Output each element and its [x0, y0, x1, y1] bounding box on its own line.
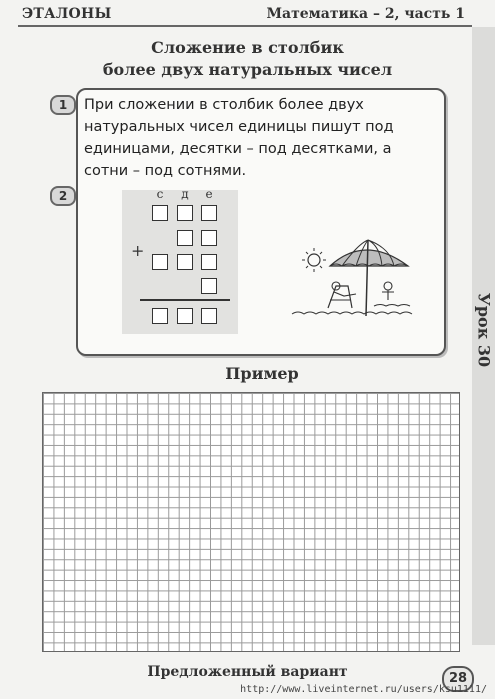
proposed-variant-label: Предложенный вариант — [147, 664, 348, 680]
column-label-tens: д — [181, 187, 189, 201]
digit-cell — [201, 278, 217, 294]
result-cell — [201, 308, 217, 324]
plus-sign: + — [131, 241, 145, 260]
rule-text: При сложении в столбик более двух натуральных чисел единицы пишут под единицами, десятки – под десятками, а сотни – под сотнями. — [84, 97, 394, 179]
example-heading: Пример — [225, 364, 299, 383]
step-badge-1: 1 — [50, 95, 76, 115]
squared-grid — [42, 392, 460, 652]
digit-cell — [177, 230, 193, 246]
column-label-hundreds: с — [156, 187, 164, 201]
header-divider — [18, 25, 472, 27]
header-subject: Математика – 2, часть 1 — [266, 6, 465, 22]
result-cell — [177, 308, 193, 324]
digit-cell — [152, 254, 168, 270]
digit-cell — [201, 254, 217, 270]
beach-umbrella-illustration — [290, 236, 420, 322]
result-cell — [152, 308, 168, 324]
digit-cell — [177, 254, 193, 270]
watermark-url: http://www.liveinternet.ru/users/ksu1111/ — [240, 684, 487, 695]
digit-cell — [201, 205, 217, 221]
header-label: ЭТАЛОНЫ — [22, 6, 112, 22]
digit-cell — [201, 230, 217, 246]
lesson-number-label: Урок 30 — [474, 292, 494, 368]
lesson-title-line1: Сложение в столбик — [151, 38, 344, 57]
lesson-title-line2: более двух натуральных чисел — [102, 60, 393, 79]
column-label-units: е — [205, 187, 213, 201]
digit-cell — [177, 205, 193, 221]
digit-cell — [152, 205, 168, 221]
sum-line — [140, 299, 230, 301]
step-badge-2: 2 — [50, 186, 76, 206]
page-number: 28 — [442, 666, 474, 692]
